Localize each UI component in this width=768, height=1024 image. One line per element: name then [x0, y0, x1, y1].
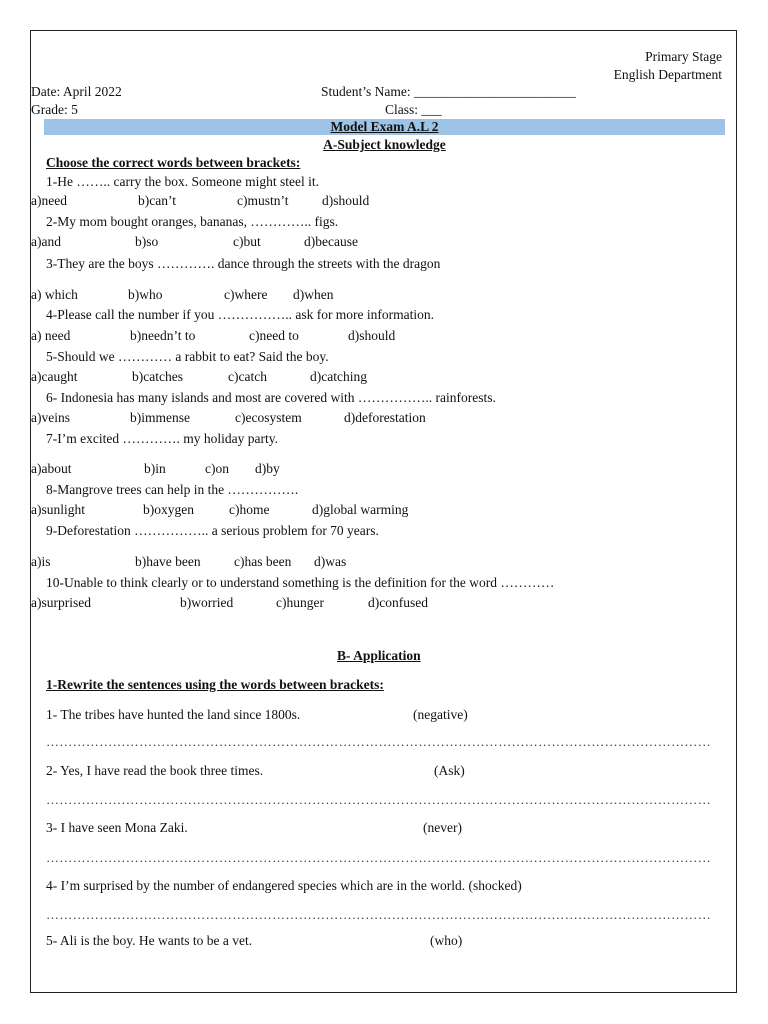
- option-a: a) need: [31, 328, 71, 343]
- option-d: d)was: [314, 554, 347, 569]
- option-a: a)is: [31, 554, 51, 569]
- option-c: c)on: [205, 461, 229, 476]
- question-7: 7-I’m excited …………. my holiday party.: [46, 431, 278, 446]
- date-label: Date: April 2022: [31, 84, 122, 99]
- option-c: c)catch: [228, 369, 267, 384]
- option-a: a)and: [31, 234, 61, 249]
- option-a: a)need: [31, 193, 67, 208]
- option-d: d)catching: [310, 369, 367, 384]
- rewrite-sentence-5: 5- Ali is the boy. He wants to be a vet.: [46, 933, 253, 948]
- section-a-instruction: Choose the correct words between brackets:: [46, 155, 301, 170]
- option-d: d)should: [322, 193, 370, 208]
- answer-line-3: ……………………………………………………………………………………………………………………………………: [46, 851, 711, 865]
- option-c: c)ecosystem: [235, 410, 302, 425]
- student-name-field: Student’s Name: ________________________: [321, 84, 576, 99]
- option-d: d)global warming: [312, 502, 409, 517]
- answer-line-2: ……………………………………………………………………………………………………………………………………: [46, 793, 711, 807]
- option-a: a)sunlight: [31, 502, 85, 517]
- rewrite-word-5: (who): [430, 933, 463, 948]
- department-label: English Department: [613, 67, 722, 82]
- class-field: Class: ___: [385, 102, 442, 117]
- option-b: b)oxygen: [143, 502, 194, 517]
- rewrite-sentence-2: 2- Yes, I have read the book three times.: [46, 763, 264, 778]
- option-d: d)by: [255, 461, 280, 476]
- option-b: b)have been: [135, 554, 201, 569]
- answer-line-1: ……………………………………………………………………………………………………………………………………: [46, 735, 711, 749]
- option-c: c)but: [233, 234, 261, 249]
- question-1: 1-He …….. carry the box. Someone might steel it.: [46, 174, 319, 189]
- question-2: 2-My mom bought oranges, bananas, ………….. figs.: [46, 214, 339, 229]
- question-8: 8-Mangrove trees can help in the …………….: [46, 482, 299, 497]
- question-6: 6- Indonesia has many islands and most are covered with …………….. rainforests.: [46, 390, 496, 405]
- rewrite-sentence-4: 4- I’m surprised by the number of endangered species which are in the world. (shocked): [46, 878, 522, 893]
- question-4: 4-Please call the number if you …………….. ask for more information.: [46, 307, 435, 322]
- section-a-title: A-Subject knowledge: [323, 137, 446, 152]
- rewrite-sentence-1: 1- The tribes have hunted the land since 1800s.: [46, 707, 301, 722]
- option-d: d)should: [348, 328, 396, 343]
- option-d: d)confused: [368, 595, 428, 610]
- option-c: c)mustn’t: [237, 193, 289, 208]
- option-b: b)worried: [180, 595, 234, 610]
- option-b: b)needn’t to: [130, 328, 196, 343]
- option-c: c)where: [224, 287, 268, 302]
- option-a: a)surprised: [31, 595, 91, 610]
- grade-label: Grade: 5: [31, 102, 78, 117]
- option-b: b)who: [128, 287, 163, 302]
- question-10: 10-Unable to think clearly or to understand something is the definition for the word …………: [46, 575, 555, 590]
- exam-page: [30, 30, 737, 993]
- section-b-instruction: 1-Rewrite the sentences using the words between brackets:: [46, 677, 384, 692]
- option-c: c)home: [229, 502, 270, 517]
- rewrite-word-3: (never): [423, 820, 462, 835]
- option-c: c)need to: [249, 328, 299, 343]
- rewrite-word-1: (negative): [413, 707, 468, 722]
- option-b: b)immense: [130, 410, 190, 425]
- question-3: 3-They are the boys …………. dance through the streets with the dragon: [46, 256, 441, 271]
- option-c: c)hunger: [276, 595, 324, 610]
- rewrite-sentence-3: 3- I have seen Mona Zaki.: [46, 820, 188, 835]
- option-a: a)veins: [31, 410, 70, 425]
- section-b-title: B- Application: [337, 648, 421, 663]
- question-5: 5-Should we ………… a rabbit to eat? Said the boy.: [46, 349, 329, 364]
- option-a: a)about: [31, 461, 72, 476]
- option-b: b)so: [135, 234, 159, 249]
- answer-line-4: ……………………………………………………………………………………………………………………………………: [46, 908, 711, 922]
- option-a: a)caught: [31, 369, 78, 384]
- option-b: b)in: [144, 461, 166, 476]
- option-a: a) which: [31, 287, 78, 302]
- option-d: d)when: [293, 287, 334, 302]
- option-d: d)deforestation: [344, 410, 426, 425]
- question-9: 9-Deforestation …………….. a serious problem for 70 years.: [46, 523, 379, 538]
- option-b: b)catches: [132, 369, 183, 384]
- option-d: d)because: [304, 234, 358, 249]
- option-b: b)can’t: [138, 193, 176, 208]
- rewrite-word-2: (Ask): [434, 763, 465, 778]
- stage-label: Primary Stage: [645, 49, 722, 64]
- option-c: c)has been: [234, 554, 292, 569]
- exam-title: Model Exam A.L 2: [330, 119, 439, 134]
